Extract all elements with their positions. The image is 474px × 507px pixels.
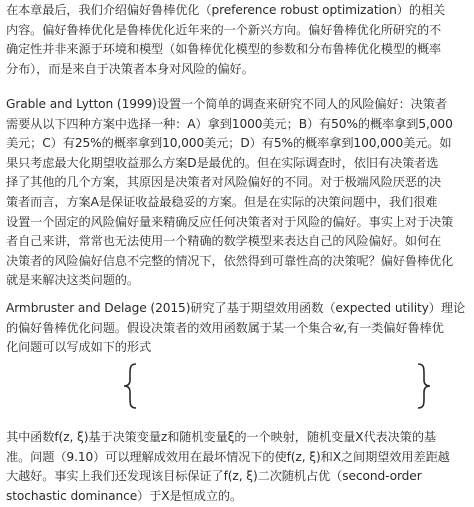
- text-line: 果只考虑最大化期望收益那么方案D是最优的。但在实际调查时，依旧有决策者选: [6, 155, 439, 170]
- text-line: 内容。偏好鲁棒优化是鲁棒优化近年来的一个新兴方向。偏好鲁棒优化所研究的不: [6, 22, 442, 37]
- text-line: 就是来解决这类问题的。: [6, 273, 139, 288]
- text-line: stochastic dominance）于X是恒成立的。: [6, 488, 243, 503]
- text-line: 大越好。事实上我们还发现该目标保证了f(z, ξ)二次随机占优（second-order: [6, 469, 422, 484]
- text-line: 设置一个固定的风险偏好量来精确反应任何决策者对于风险的偏好。事实上对于决策: [6, 214, 454, 229]
- paragraph-grable-lytton: [6, 95, 470, 291]
- display-equation: [0, 350, 474, 420]
- text-line: 需要从以下四种方案中选择一种：A）拿到1000美元；B）有50%的概率拿到5,000: [6, 116, 453, 131]
- text-line: Grable and Lytton (1999)设置一个简单的调查来研究不同人的风险偏好：决策者: [6, 97, 447, 111]
- paragraph-explanation: [6, 428, 470, 506]
- paragraph-intro: [6, 1, 470, 79]
- left-brace: [124, 364, 136, 408]
- right-brace: [418, 364, 430, 408]
- text-line: 美元；C）有25%的概率拿到10,000美元；D）有5%的概率拿到100,000美元。如: [6, 136, 452, 151]
- text-line: 决策者的风险偏好信息不完整的情况下，依然得到可靠性高的决策呢？偏好鲁棒优化: [6, 253, 454, 268]
- text-line: 其中函数f(z, ξ)基于决策变量z和随机变量ξ的一个映射，随机变量X代表决策的基: [6, 430, 436, 444]
- text-line: 者自己来讲，常常也无法使用一个精确的数学模型来表达自己的风险偏好。如何在: [6, 234, 442, 249]
- text-line: 策者而言，方案A是保证收益最稳妥的方案。但是在实际的决策问题中，我们很难: [6, 194, 438, 209]
- text-line: 分布），而是来自于决策者本身对风险的偏好。: [6, 61, 254, 76]
- text-line: 择了其他的几个方案，其原因是决策者对风险偏好的不同。对于极端风险厌恶的决: [6, 175, 442, 190]
- text-line: 准。问题（9.10）可以理解成效用在最坏情况下的使f(z, ξ)和X之间期望效用差距越: [6, 449, 450, 464]
- text-line: 确定性并非来源于环境和模型（如鲁棒优化模型的参数和分布鲁棒优化模型的概率: [6, 42, 442, 57]
- paragraph-armbruster-delage: [6, 299, 470, 358]
- text-line: Armbruster and Delage (2015)研究了基于期望效用函数（expected utility）理论: [6, 301, 466, 315]
- text-line: 的偏好鲁棒优化问题。假设决策者的效用函数属于某一个集合𝒰,有一类偏好鲁棒优: [6, 320, 444, 335]
- text-line: 在本章最后，我们介绍偏好鲁棒优化（preference robust optimization）的相关: [6, 3, 446, 17]
- text-line: 化问题可以写成如下的形式: [6, 340, 152, 355]
